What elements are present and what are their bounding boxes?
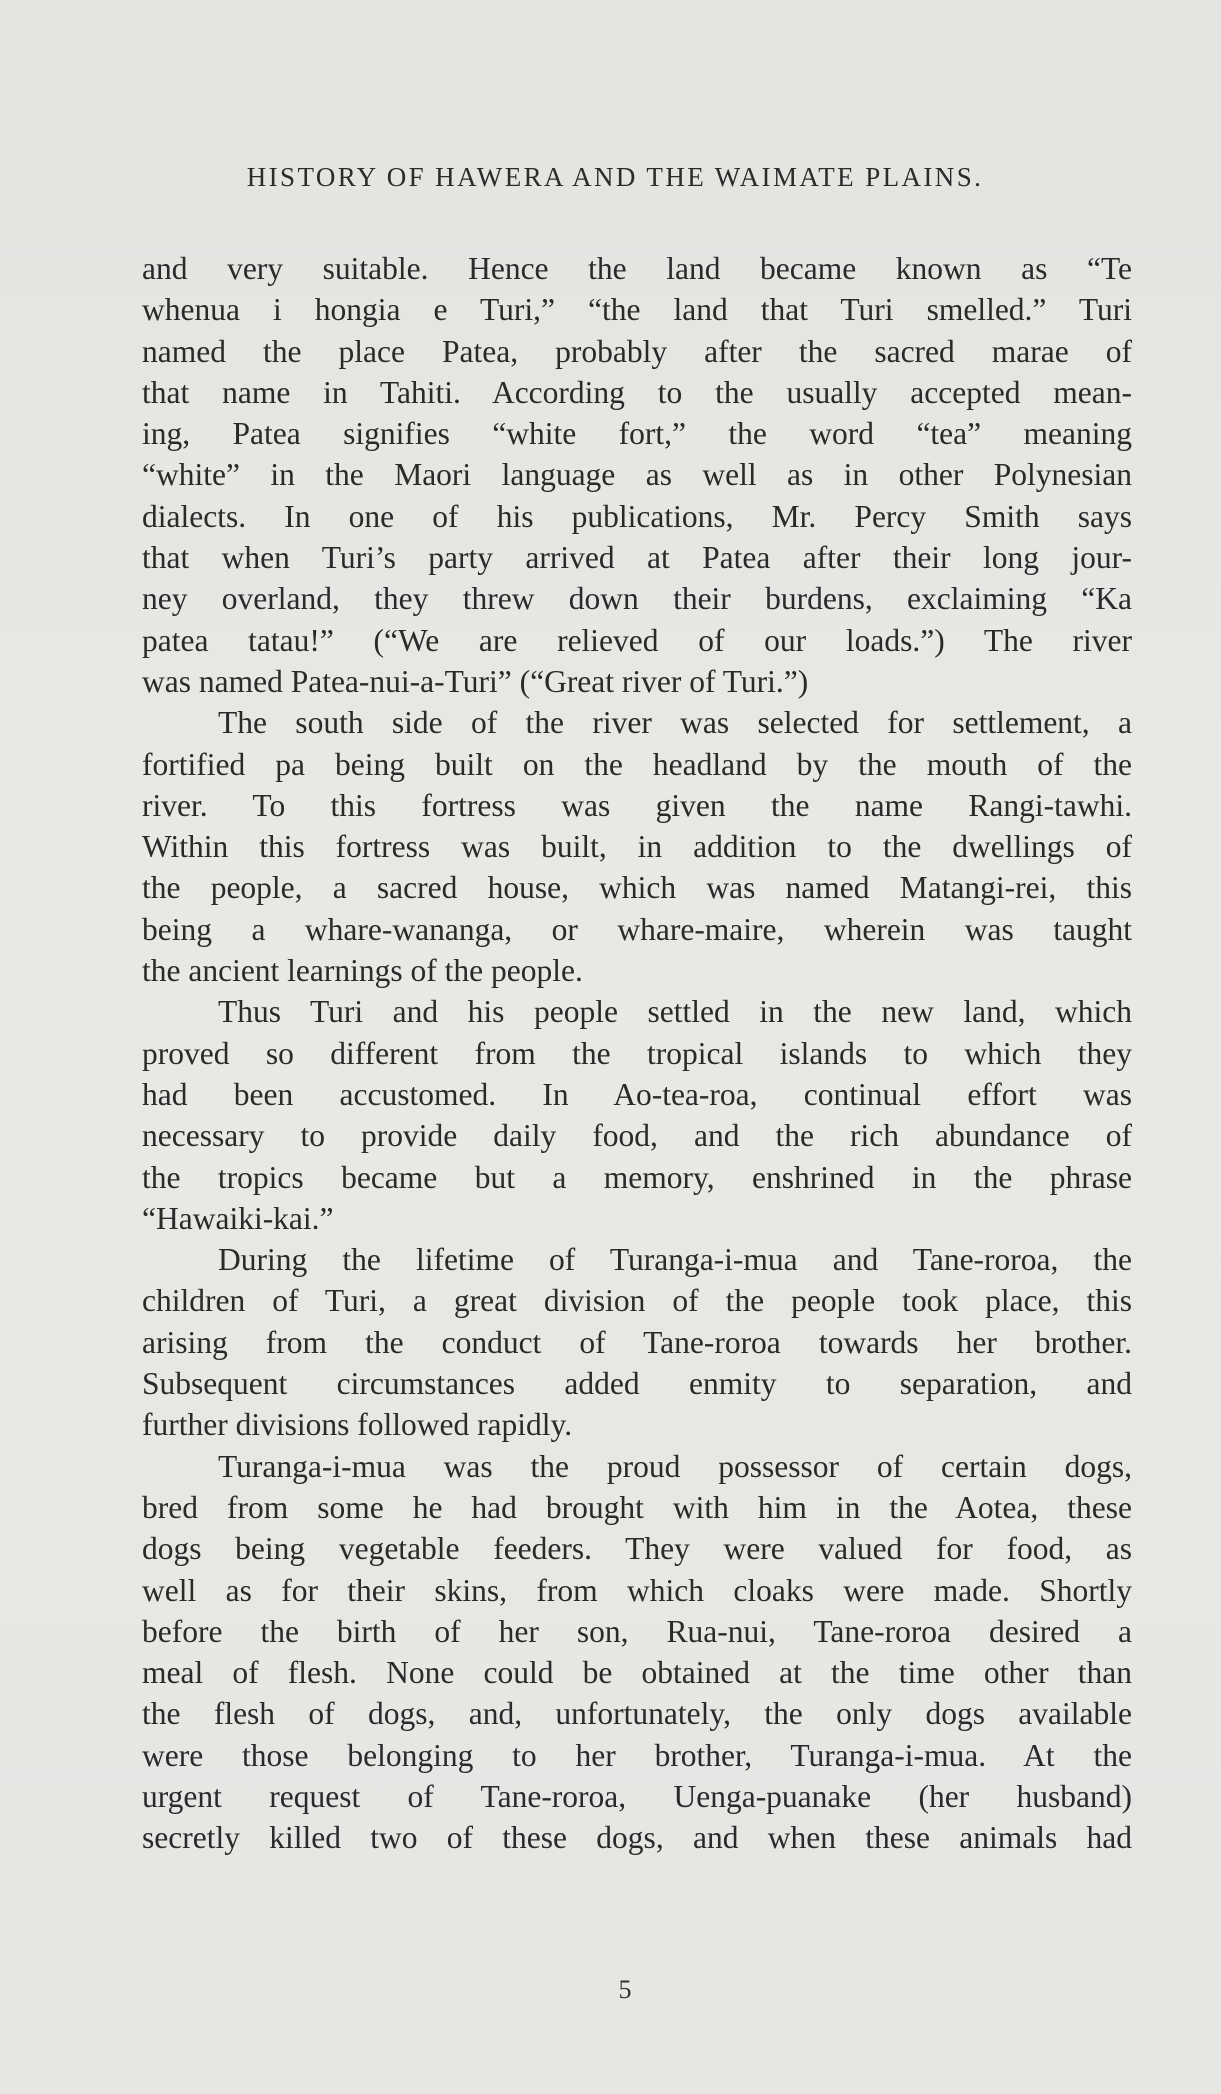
- text-line: dogs being vegetable feeders. They were valued for food, as: [142, 1531, 1132, 1567]
- text-line: arising from the conduct of Tane-roroa towards her brother.: [142, 1324, 1132, 1360]
- text-line: necessary to provide daily food, and the rich abundance of: [142, 1118, 1132, 1154]
- text-line: had been accustomed. In Ao-tea-roa, continual effort was: [142, 1076, 1132, 1112]
- text-line: fortified pa being built on the headland by the mouth of the: [142, 746, 1132, 782]
- text-line: proved so different from the tropical islands to which they: [142, 1035, 1132, 1071]
- page-number: 5: [618, 1975, 632, 2004]
- text-line: named the place Patea, probably after the sacred marae of: [142, 333, 1132, 369]
- text-line: Subsequent circumstances added enmity to separation, and: [142, 1366, 1132, 1402]
- text-line: urgent request of Tane-roroa, Uenga-puanake (her husband): [142, 1778, 1132, 1814]
- text-line: “white” in the Maori language as well as in other Polynesian: [142, 457, 1132, 493]
- text-line: secretly killed two of these dogs, and when these animals had: [142, 1820, 1132, 1856]
- text-line: the flesh of dogs, and, unfortunately, the only dogs available: [142, 1696, 1132, 1732]
- text-line: ney overland, they threw down their burdens, exclaiming “Ka: [142, 581, 1132, 617]
- text-line: Thus Turi and his people settled in the new land, which: [218, 994, 1132, 1030]
- running-head: HISTORY OF HAWERA AND THE WAIMATE PLAINS.: [246, 162, 984, 192]
- text-line: was named Patea-nui-a-Turi” (“Great river of Turi.”): [142, 663, 809, 699]
- text-line: being a whare-wananga, or whare-maire, wherein was taught: [142, 911, 1132, 947]
- text-line: that when Turi’s party arrived at Patea after their long jour-: [142, 540, 1132, 576]
- text-line: Within this fortress was built, in addition to the dwellings of: [142, 829, 1132, 865]
- text-line: that name in Tahiti. According to the usually accepted mean-: [142, 374, 1132, 410]
- text-line: children of Turi, a great division of the people took place, this: [142, 1283, 1132, 1319]
- text-line: The south side of the river was selected for settlement, a: [218, 705, 1132, 741]
- text-line: and very suitable. Hence the land became known as “Te: [142, 251, 1132, 286]
- body-text: [142, 248, 1132, 1859]
- text-line: “Hawaiki-kai.”: [142, 1200, 334, 1236]
- text-line: river. To this fortress was given the name Rangi-tawhi.: [142, 787, 1132, 823]
- text-line: patea tatau!” (“We are relieved of our loads.”) The river: [142, 622, 1132, 658]
- text-line: Turanga-i-mua was the proud possessor of certain dogs,: [218, 1448, 1132, 1484]
- text-line: meal of flesh. None could be obtained at the time other than: [142, 1655, 1132, 1691]
- text-line: well as for their skins, from which cloaks were made. Shortly: [142, 1572, 1132, 1608]
- text-line: bred from some he had brought with him in the Aotea, these: [142, 1489, 1132, 1525]
- text-line: the people, a sacred house, which was named Matangi-rei, this: [142, 870, 1132, 906]
- text-line: whenua i hongia e Turi,” “the land that Turi smelled.” Turi: [142, 292, 1132, 328]
- text-line: before the birth of her son, Rua-nui, Tane-roroa desired a: [142, 1613, 1132, 1649]
- text-line: the tropics became but a memory, enshrined in the phrase: [142, 1159, 1132, 1195]
- text-line: ing, Patea signifies “white fort,” the word “tea” meaning: [142, 416, 1132, 452]
- text-line: further divisions followed rapidly.: [142, 1407, 573, 1443]
- text-line: were those belonging to her brother, Turanga-i-mua. At the: [142, 1737, 1132, 1773]
- text-line: During the lifetime of Turanga-i-mua and Tane-roroa, the: [218, 1242, 1132, 1278]
- text-line: dialects. In one of his publications, Mr. Percy Smith says: [142, 498, 1132, 534]
- text-line: the ancient learnings of the people.: [142, 953, 583, 989]
